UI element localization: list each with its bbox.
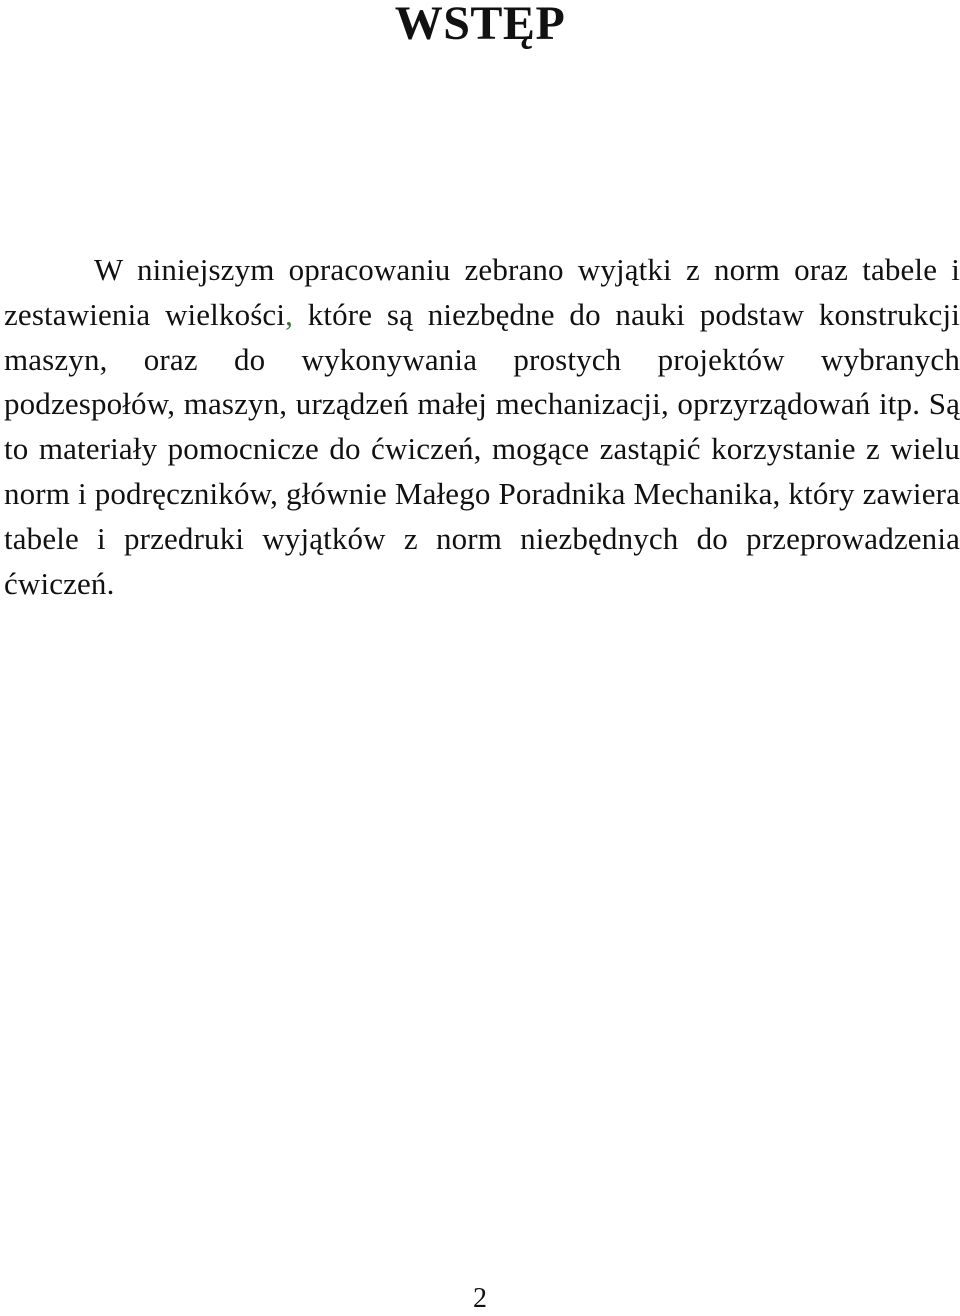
- paragraph-comma: ,: [285, 296, 294, 332]
- intro-paragraph: [4, 248, 960, 606]
- paragraph-text-part-1: W niniejszym opracowaniu zebrano wyjątki z norm oraz tabele i zestawienia wielkości: [4, 252, 960, 332]
- paragraph-text-part-2: które są niezbędne do nauki podstaw konstrukcji maszyn, oraz do wykonywania prostych projektów wybranych podzespołów, maszyn, urządzeń małej mechanizacji, oprzyrządowań itp. Są to materiały pomocnicze do ćwiczeń, mogące zastąpić korzystanie z wielu norm i podręczników, głównie Małego Poradnika Mechanika, który zawiera tabele i przedruki wyjątków z norm niezbędnych do przeprowadzenia ćwiczeń.: [4, 296, 960, 601]
- page-number: 2: [473, 1283, 487, 1314]
- page-title: WSTĘP: [394, 0, 566, 50]
